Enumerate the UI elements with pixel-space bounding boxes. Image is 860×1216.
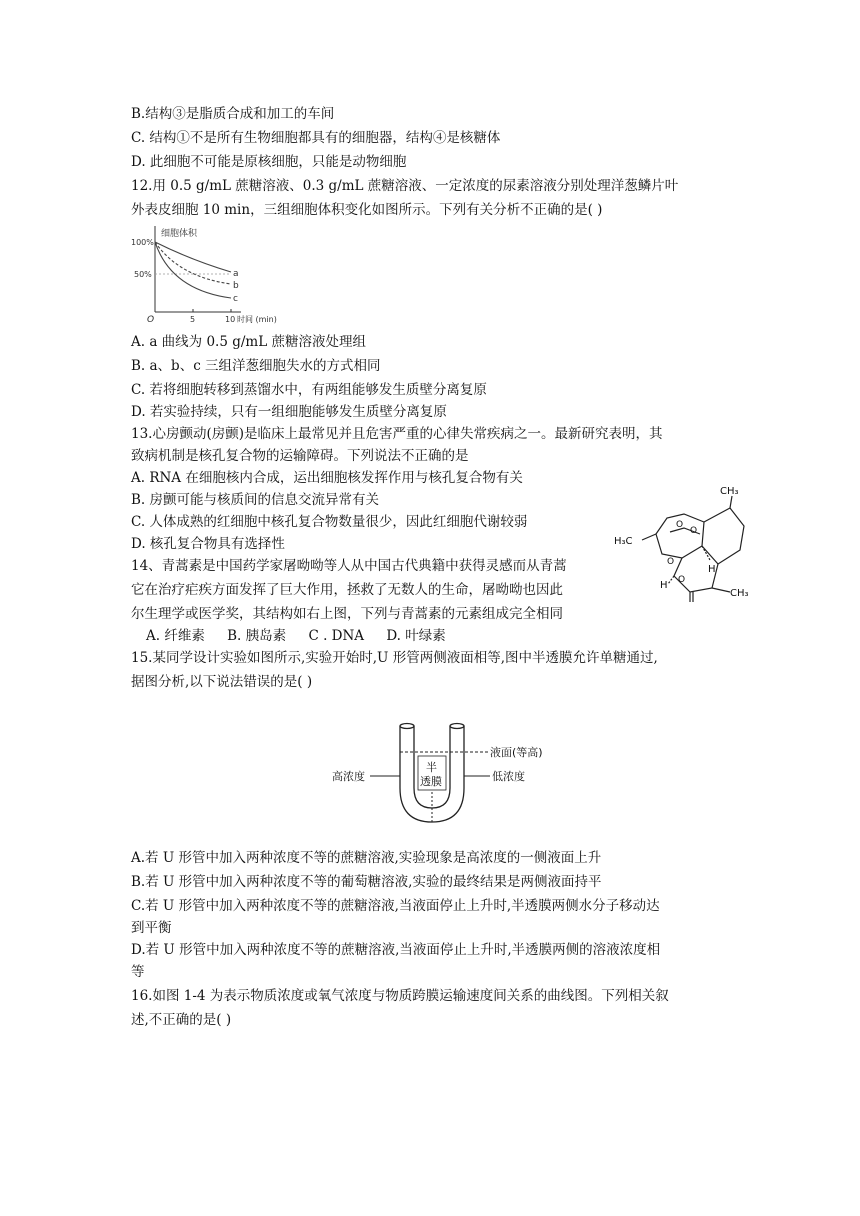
high-concentration-label: 高浓度 (332, 770, 365, 783)
y-tick-50: 50% (134, 270, 152, 279)
q12-option-d: D. 若实验持续，只有一组细胞能够发生质壁分离复原 (131, 404, 447, 420)
q12-stem-line2: 外表皮细胞 10 min，三组细胞体积变化如图所示。下列有关分析不正确的是( ) (131, 202, 603, 218)
x-axis-label: 时间 (min) (237, 315, 277, 324)
h-left-label: H (660, 580, 668, 591)
o-peroxide-1: O (676, 520, 684, 530)
q13-stem-line1: 13.心房颤动(房颤)是临床上最常见并且危害严重的心律失常疾病之一。最新研究表明，其 (131, 426, 663, 442)
q15-option-c-line1: C.若 U 形管中加入两种浓度不等的蔗糖溶液,当液面停止上升时,半透膜两侧水分子移动达 (131, 898, 660, 914)
membrane-label-1: 半 (426, 761, 437, 774)
q12-option-c: C. 若将细胞转移到蒸馏水中，有两组能够发生质壁分离复原 (131, 382, 487, 398)
h-right-label: H (708, 564, 716, 575)
q14-stem-line2: 它在治疗疟疾方面发挥了巨大作用，拯救了无数人的生命，屠呦呦也因此 (131, 582, 563, 598)
q11-option-d: D. 此细胞不可能是原核细胞，只能是动物细胞 (131, 154, 407, 170)
q12-option-a: A. a 曲线为 0.5 g/mL 蔗糖溶液处理组 (131, 334, 366, 350)
y-tick-100: 100% (131, 238, 154, 247)
x-tick-5: 5 (190, 315, 196, 324)
q14-option-b: B. 胰岛素 (227, 628, 287, 644)
q15-stem-line1: 15.某同学设计实验如图所示,实验开始时,U 形管两侧液面相等,图中半透膜允许单糖通过, (131, 650, 658, 666)
q13-option-c: C. 人体成熟的红细胞中核孔复合物数量很少，因此红细胞代谢较弱 (131, 514, 528, 530)
q11-option-c: C. 结构①不是所有生物细胞都具有的细胞器，结构④是核糖体 (131, 130, 501, 146)
q12-option-b: B. a、b、c 三组洋葱细胞失水的方式相同 (131, 358, 381, 374)
q14-stem-line1: 14、青蒿素是中国药学家屠呦呦等人从中国古代典籍中获得灵感而从青蒿 (131, 558, 567, 574)
curve-a-label: a (233, 269, 239, 279)
q14-option-d: D. 叶绿素 (386, 628, 446, 644)
artemisinin-structure (612, 484, 762, 608)
origin-label: O (147, 315, 155, 325)
membrane-label-2: 透膜 (420, 775, 442, 788)
curve-c-label: c (233, 294, 238, 304)
q15-option-d-line2: 等 (131, 964, 145, 980)
q14-option-c: C . DNA (308, 628, 365, 644)
q15-option-a: A.若 U 形管中加入两种浓度不等的蔗糖溶液,实验现象是高浓度的一侧液面上升 (131, 850, 602, 866)
q15-stem-line2: 据图分析,以下说法错误的是( ) (131, 674, 313, 690)
o-carbonyl-label: O (678, 575, 686, 585)
q11-option-b: B.结构③是脂质合成和加工的车间 (131, 106, 335, 122)
u-tube-diagram (330, 718, 570, 830)
q13-stem-line2: 致病机制是核孔复合物的运输障碍。下列说法不正确的是 (131, 448, 469, 464)
q12-stem-line1: 12.用 0.5 g/mL 蔗糖溶液、0.3 g/mL 蔗糖溶液、一定浓度的尿素溶液分别处理洋葱鳞片叶 (131, 178, 679, 194)
q15-option-d-line1: D.若 U 形管中加入两种浓度不等的蔗糖溶液,当液面停止上升时,半透膜两侧的溶液浓度相 (131, 942, 661, 958)
q13-option-b: B. 房颤可能与核质间的信息交流异常有关 (131, 492, 380, 508)
q12-cell-volume-graph (131, 222, 291, 330)
curve-c (155, 242, 231, 298)
curve-b-label: b (233, 281, 239, 291)
q13-option-a: A. RNA 在细胞核内合成，运出细胞核发挥作用与核孔复合物有关 (131, 470, 523, 486)
y-axis-label: 细胞体积 (161, 229, 198, 239)
curve-a (155, 242, 231, 272)
q14-stem-line3: 尔生理学或医学奖，其结构如右上图，下列与青蒿素的元素组成完全相同 (131, 606, 563, 622)
liquid-level-label: 液面(等高) (490, 746, 543, 759)
o-peroxide-2: O (690, 526, 698, 536)
low-concentration-label: 低浓度 (492, 770, 525, 783)
curve-b (155, 242, 231, 284)
q16-stem-line1: 16.如图 1-4 为表示物质浓度或氧气浓度与物质跨膜运输速度间关系的曲线图。下列相关叙 (131, 988, 669, 1004)
ch3-top-label: CH₃ (720, 486, 739, 497)
x-tick-10: 10 (225, 315, 236, 324)
q14-option-a: A. 纤维素 (146, 628, 205, 644)
q16-stem-line2: 述,不正确的是( ) (131, 1012, 232, 1028)
q14-options (146, 626, 446, 646)
q15-option-c-line2: 到平衡 (131, 920, 172, 936)
ch3-right-label: CH₃ (730, 588, 749, 599)
q13-option-d: D. 核孔复合物具有选择性 (131, 536, 285, 552)
h3c-left-label: H₃C (614, 536, 633, 547)
q15-option-b: B.若 U 形管中加入两种浓度不等的葡萄糖溶液,实验的最终结果是两侧液面持平 (131, 874, 602, 890)
o-lower-label: O (667, 557, 675, 567)
